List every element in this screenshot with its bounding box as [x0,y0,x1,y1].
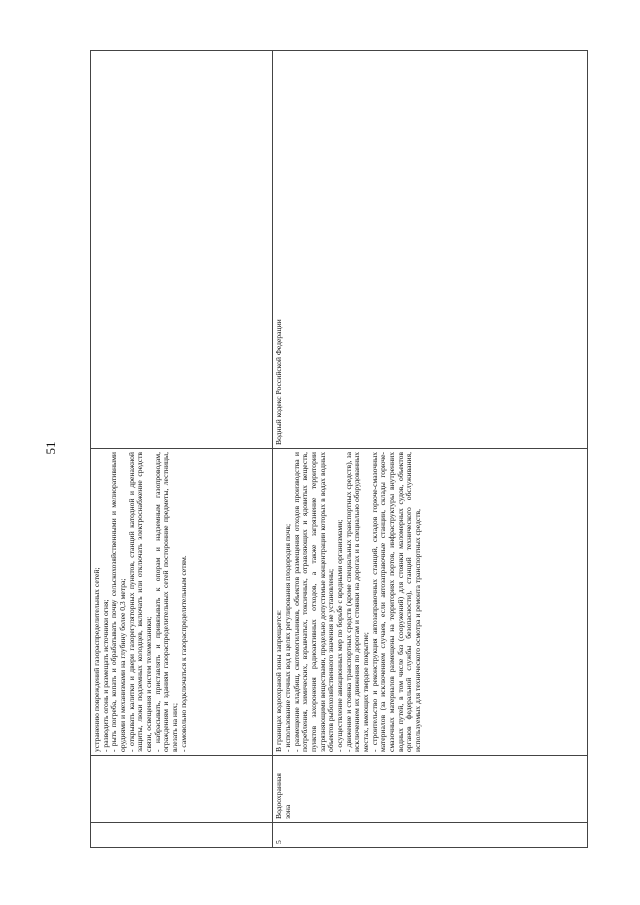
rules-cell [91,449,273,756]
page-number: 51 [43,441,58,455]
rule-line: - разводить огонь и размещать источники огня; [100,599,110,752]
rule-line: - рыть погреба, копать и обрабатывать почву сельскохозяйственными и мелиоративными орудиями и механизмами на глубину более 0,3 метра; [109,452,127,752]
rules-cell [273,449,588,756]
rule-line: - осуществление авиационных мер по борьбе с вредными организмами; [334,519,344,752]
table-row [91,51,273,848]
row-number-cell [91,823,273,848]
rule-line: - открывать калитки и двери газорегуляторных пунктов, станций катодной и дренажной защиты, люки подземных колодцев, включать или отключать электроснабжение средств связи, освещения и систем телемеханики; [126,452,153,752]
law-cell: Водный кодекс Российской Федерации [273,51,588,449]
zone-name-cell: Водоохранная зона [273,756,588,823]
law-cell [91,51,273,449]
rule-line: - размещение кладбищ, скотомогильников, объектов размещения отходов производства и потребления, химических, взрывчатых, токсичных, отравляющих и ядовитых веществ, пунктов захоронения радиоактивных отходов, а также загрязнение территории загрязняющими веществами, предельно допустимые концентрации которых в водах водных объектов рыбохозяйственного значения не установлены; [291,452,336,752]
rule-line: - движение и стоянка транспортных средств (кроме специальных транспортных средств), за исключением их движения по дорогам и стоянки на дорогах и в специально оборудованных местах, имеющих твердое покрытие; [343,452,370,752]
rotated-page [90,50,588,848]
zone-name-cell [91,756,273,823]
rule-line: устранению повреждений газораспределительных сетей; [92,567,101,752]
restrictions-table [90,50,588,848]
row-number-cell: 5 [273,823,588,848]
rule-line: - набрасывать, приставлять и привязывать к опорам и надземным газопроводам, ограждениям и зданиям газораспределительных сетей посторонние предметы, лестницы, влезать на них; [152,452,179,752]
rule-line: - самовольно подключаться к газораспределительным сетям. [178,555,188,752]
rule-line: - использование сточных вод в целях регулирования плодородия почв; [283,523,293,752]
rule-line: - строительство и реконструкция автозаправочных станций, складов горюче-смазочных материалов (за исключением случаев, если автозаправочные станции, склады горюче-смазочных материалов размещены на территориях портов, инфраструктуры внутренних водных путей, в том числе баз (сооружений) для стоянки маломерных судов, объектов органов федеральной службы безопасности), станций технического обслуживания, используемых для технического осмотра и ремонта транспортных средств, [369,452,422,752]
rule-line: В границах водоохраной зоны запрещается: [274,610,284,752]
table-row [273,51,588,848]
